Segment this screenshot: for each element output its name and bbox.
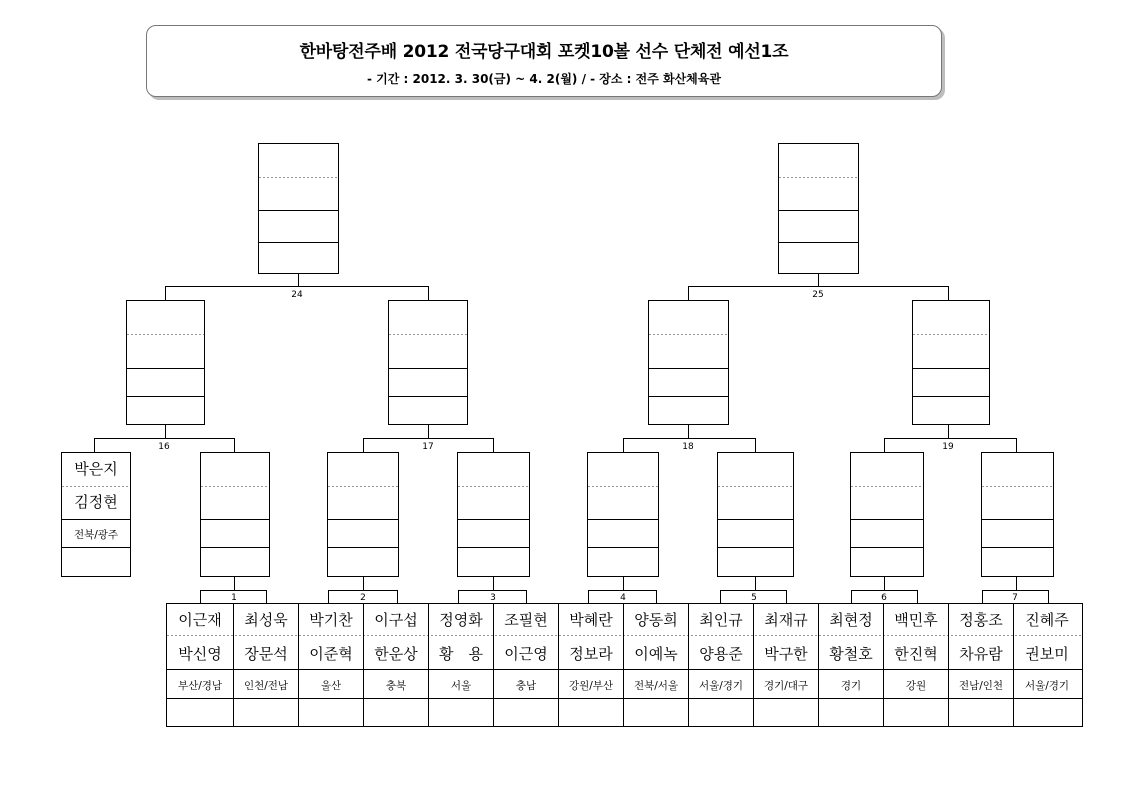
- team-11-player-1: 최현정: [829, 611, 873, 629]
- team-6-region: 충남: [515, 680, 537, 692]
- team-9-player-1: 최인규: [699, 611, 743, 629]
- final-box-right: [779, 144, 859, 274]
- match-number-17: 17: [422, 442, 434, 452]
- seed-region: 전북/광주: [73, 529, 119, 541]
- team-9-region: 서울/경기: [698, 680, 744, 692]
- team-14-region: 서울/경기: [1024, 680, 1070, 692]
- team-6-player-1: 조필현: [504, 611, 548, 629]
- team-4-player-1: 이구섭: [374, 611, 418, 629]
- team-10-region: 경기/대구: [763, 680, 809, 692]
- semifinal-box-2: [389, 301, 468, 425]
- quarter-box-2: [328, 453, 399, 577]
- team-2-player-1: 최성욱: [244, 611, 288, 629]
- match-number-2: 2: [360, 593, 366, 603]
- team-grid: [167, 604, 1083, 727]
- team-4-player-2: 한운상: [374, 645, 418, 663]
- quarter-box-7: [982, 453, 1054, 577]
- tournament-title: 한바탕전주배 2012 전국당구대회 포켓10볼 선수 단체전 예선1조: [299, 42, 789, 62]
- match-number-6: 6: [881, 593, 887, 603]
- tournament-subtitle: - 기간 : 2012. 3. 30(금) ~ 4. 2(월) / - 장소 : 전주 화산체육관: [367, 72, 721, 86]
- team-8-player-1: 양동희: [634, 611, 678, 629]
- team-7-player-2: 정보라: [569, 645, 613, 663]
- team-6-player-2: 이근영: [504, 645, 548, 663]
- team-11-player-2: 황철호: [829, 645, 873, 663]
- team-8-region: 전북/서울: [633, 680, 679, 692]
- semifinal-box-3: [649, 301, 729, 425]
- team-12-player-1: 백민후: [894, 611, 938, 629]
- semifinal-box-4: [913, 301, 990, 425]
- team-7-region: 강원/부산: [568, 680, 614, 692]
- match-number-19: 19: [942, 442, 954, 452]
- team-5-player-2: 황 용: [439, 645, 483, 663]
- team-11-region: 경기: [840, 680, 862, 692]
- team-5-player-1: 정영화: [439, 611, 483, 629]
- team-2-player-2: 장문석: [244, 645, 288, 663]
- team-3-region: 울산: [320, 680, 342, 692]
- final-box-left: [259, 144, 339, 274]
- match-number-3: 3: [490, 593, 496, 603]
- quarter-box-3: [458, 453, 530, 577]
- quarter-box-5: [718, 453, 794, 577]
- team-12-region: 강원: [905, 680, 927, 692]
- match-number-7: 7: [1012, 593, 1018, 603]
- team-4-region: 충북: [385, 680, 407, 692]
- team-7-player-1: 박혜란: [569, 611, 613, 629]
- match-number-1: 1: [231, 593, 237, 603]
- team-14-player-1: 진혜주: [1025, 611, 1069, 629]
- match-number-16: 16: [158, 442, 170, 452]
- team-13-region: 전남/인천: [958, 680, 1004, 692]
- quarter-box-6: [851, 453, 924, 577]
- quarter-box-1: [201, 453, 270, 577]
- seed-player-1: 박은지: [74, 460, 118, 478]
- team-1-player-2: 박신영: [178, 645, 222, 663]
- team-8-player-2: 이예녹: [634, 645, 678, 663]
- team-9-player-2: 양용준: [699, 645, 743, 663]
- match-number-18: 18: [682, 442, 694, 452]
- match-number-25: 25: [812, 290, 824, 300]
- team-5-region: 서울: [450, 680, 472, 692]
- team-10-player-1: 최재규: [764, 611, 808, 629]
- team-13-player-1: 정홍조: [959, 611, 1003, 629]
- team-1-region: 부산/경남: [177, 680, 223, 692]
- match-number-4: 4: [620, 593, 626, 603]
- match-number-5: 5: [751, 593, 757, 603]
- team-2-region: 인천/전남: [243, 680, 289, 692]
- team-3-player-2: 이준혁: [309, 645, 353, 663]
- team-12-player-2: 한진혁: [894, 645, 938, 663]
- team-13-player-2: 차유람: [959, 645, 1003, 663]
- team-14-player-2: 권보미: [1025, 645, 1069, 663]
- semifinal-box-1: [127, 301, 205, 425]
- quarter-box-4: [588, 453, 659, 577]
- seed-player-2: 김정현: [74, 493, 118, 511]
- match-number-24: 24: [291, 290, 303, 300]
- team-10-player-2: 박구한: [764, 645, 808, 663]
- team-3-player-1: 박기찬: [309, 611, 353, 629]
- team-1-player-1: 이근재: [178, 611, 222, 629]
